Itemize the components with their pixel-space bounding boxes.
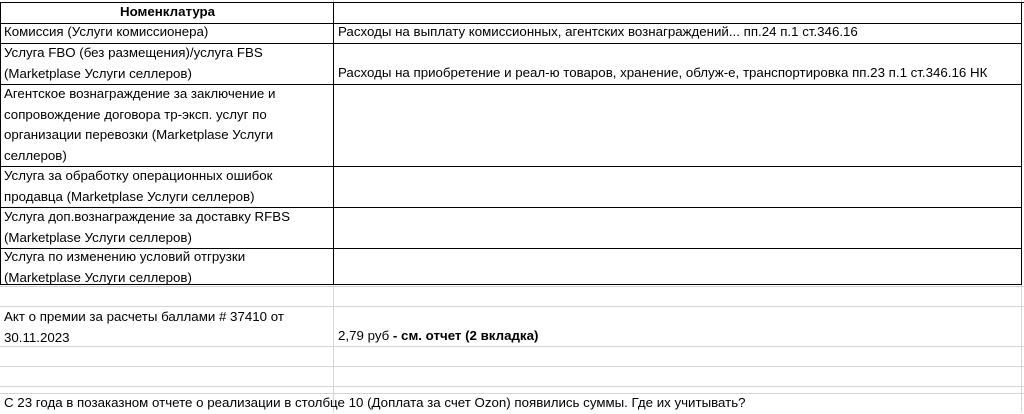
name-line: (Marketplase Услуги селлеров) [4, 229, 192, 245]
name-line: сопровождение договора тр-эксп. услуг по [4, 106, 267, 122]
name-line: (Marketplase Услуги селлеров) [4, 269, 192, 285]
act-amount-cell [338, 326, 538, 347]
row-2-expense: Расходы на приобретение и реал-ю товаров, хранение, облуж-е, транспортировка пп.23 п.1 ст.346.16 НК [338, 65, 988, 80]
question-text: С 23 года в позаказном отчете о реализации в столбце 10 (Доплата за счет Ozon) появились суммы. Где их учитывать? [4, 395, 746, 410]
row-1-name [4, 22, 208, 43]
name-line: организации перевозки (Marketplase Услуги [4, 127, 274, 142]
table-border [1021, 2, 1022, 284]
row-5-name [4, 207, 290, 248]
act-amount: 2,79 руб [338, 328, 390, 343]
act-name [4, 307, 284, 348]
name-line: Услуга доп.вознаграждение за доставку RFBS [4, 209, 291, 224]
grid-line [0, 366, 1024, 367]
column-header: Номенклатура [120, 4, 216, 19]
row-1-expense: Расходы на выплату комиссионных, агентских вознаграждений... пп.24 п.1 ст.346.16 [338, 24, 858, 39]
table-border [333, 2, 334, 284]
row-2-name [4, 43, 263, 84]
grid-line [0, 386, 1024, 387]
row-3-name [4, 84, 275, 166]
name-line: Услуга FBO (без размещения)/услуга FBS [4, 45, 263, 60]
name-line: Комиссия (Услуги комиссионера) [4, 24, 209, 39]
table-border [0, 2, 1, 284]
name-line: Услуга за обработку операционных ошибок [4, 168, 273, 183]
act-note: - см. отчет (2 вкладка) [389, 328, 539, 343]
name-line: продавца (Marketplase Услуги селлеров) [4, 188, 255, 204]
name-line: 30.11.2023 [4, 329, 70, 345]
name-line: селлеров) [4, 147, 67, 163]
name-line: Услуга по изменению условий отгрузки [4, 249, 246, 264]
name-line: Агентское вознаграждение за заключение и [4, 86, 276, 101]
row-4-name [4, 166, 273, 207]
name-line: (Marketplase Услуги селлеров) [4, 65, 192, 81]
row-6-name [4, 247, 245, 288]
name-line: Акт о премии за расчеты баллами # 37410 от [4, 309, 284, 324]
